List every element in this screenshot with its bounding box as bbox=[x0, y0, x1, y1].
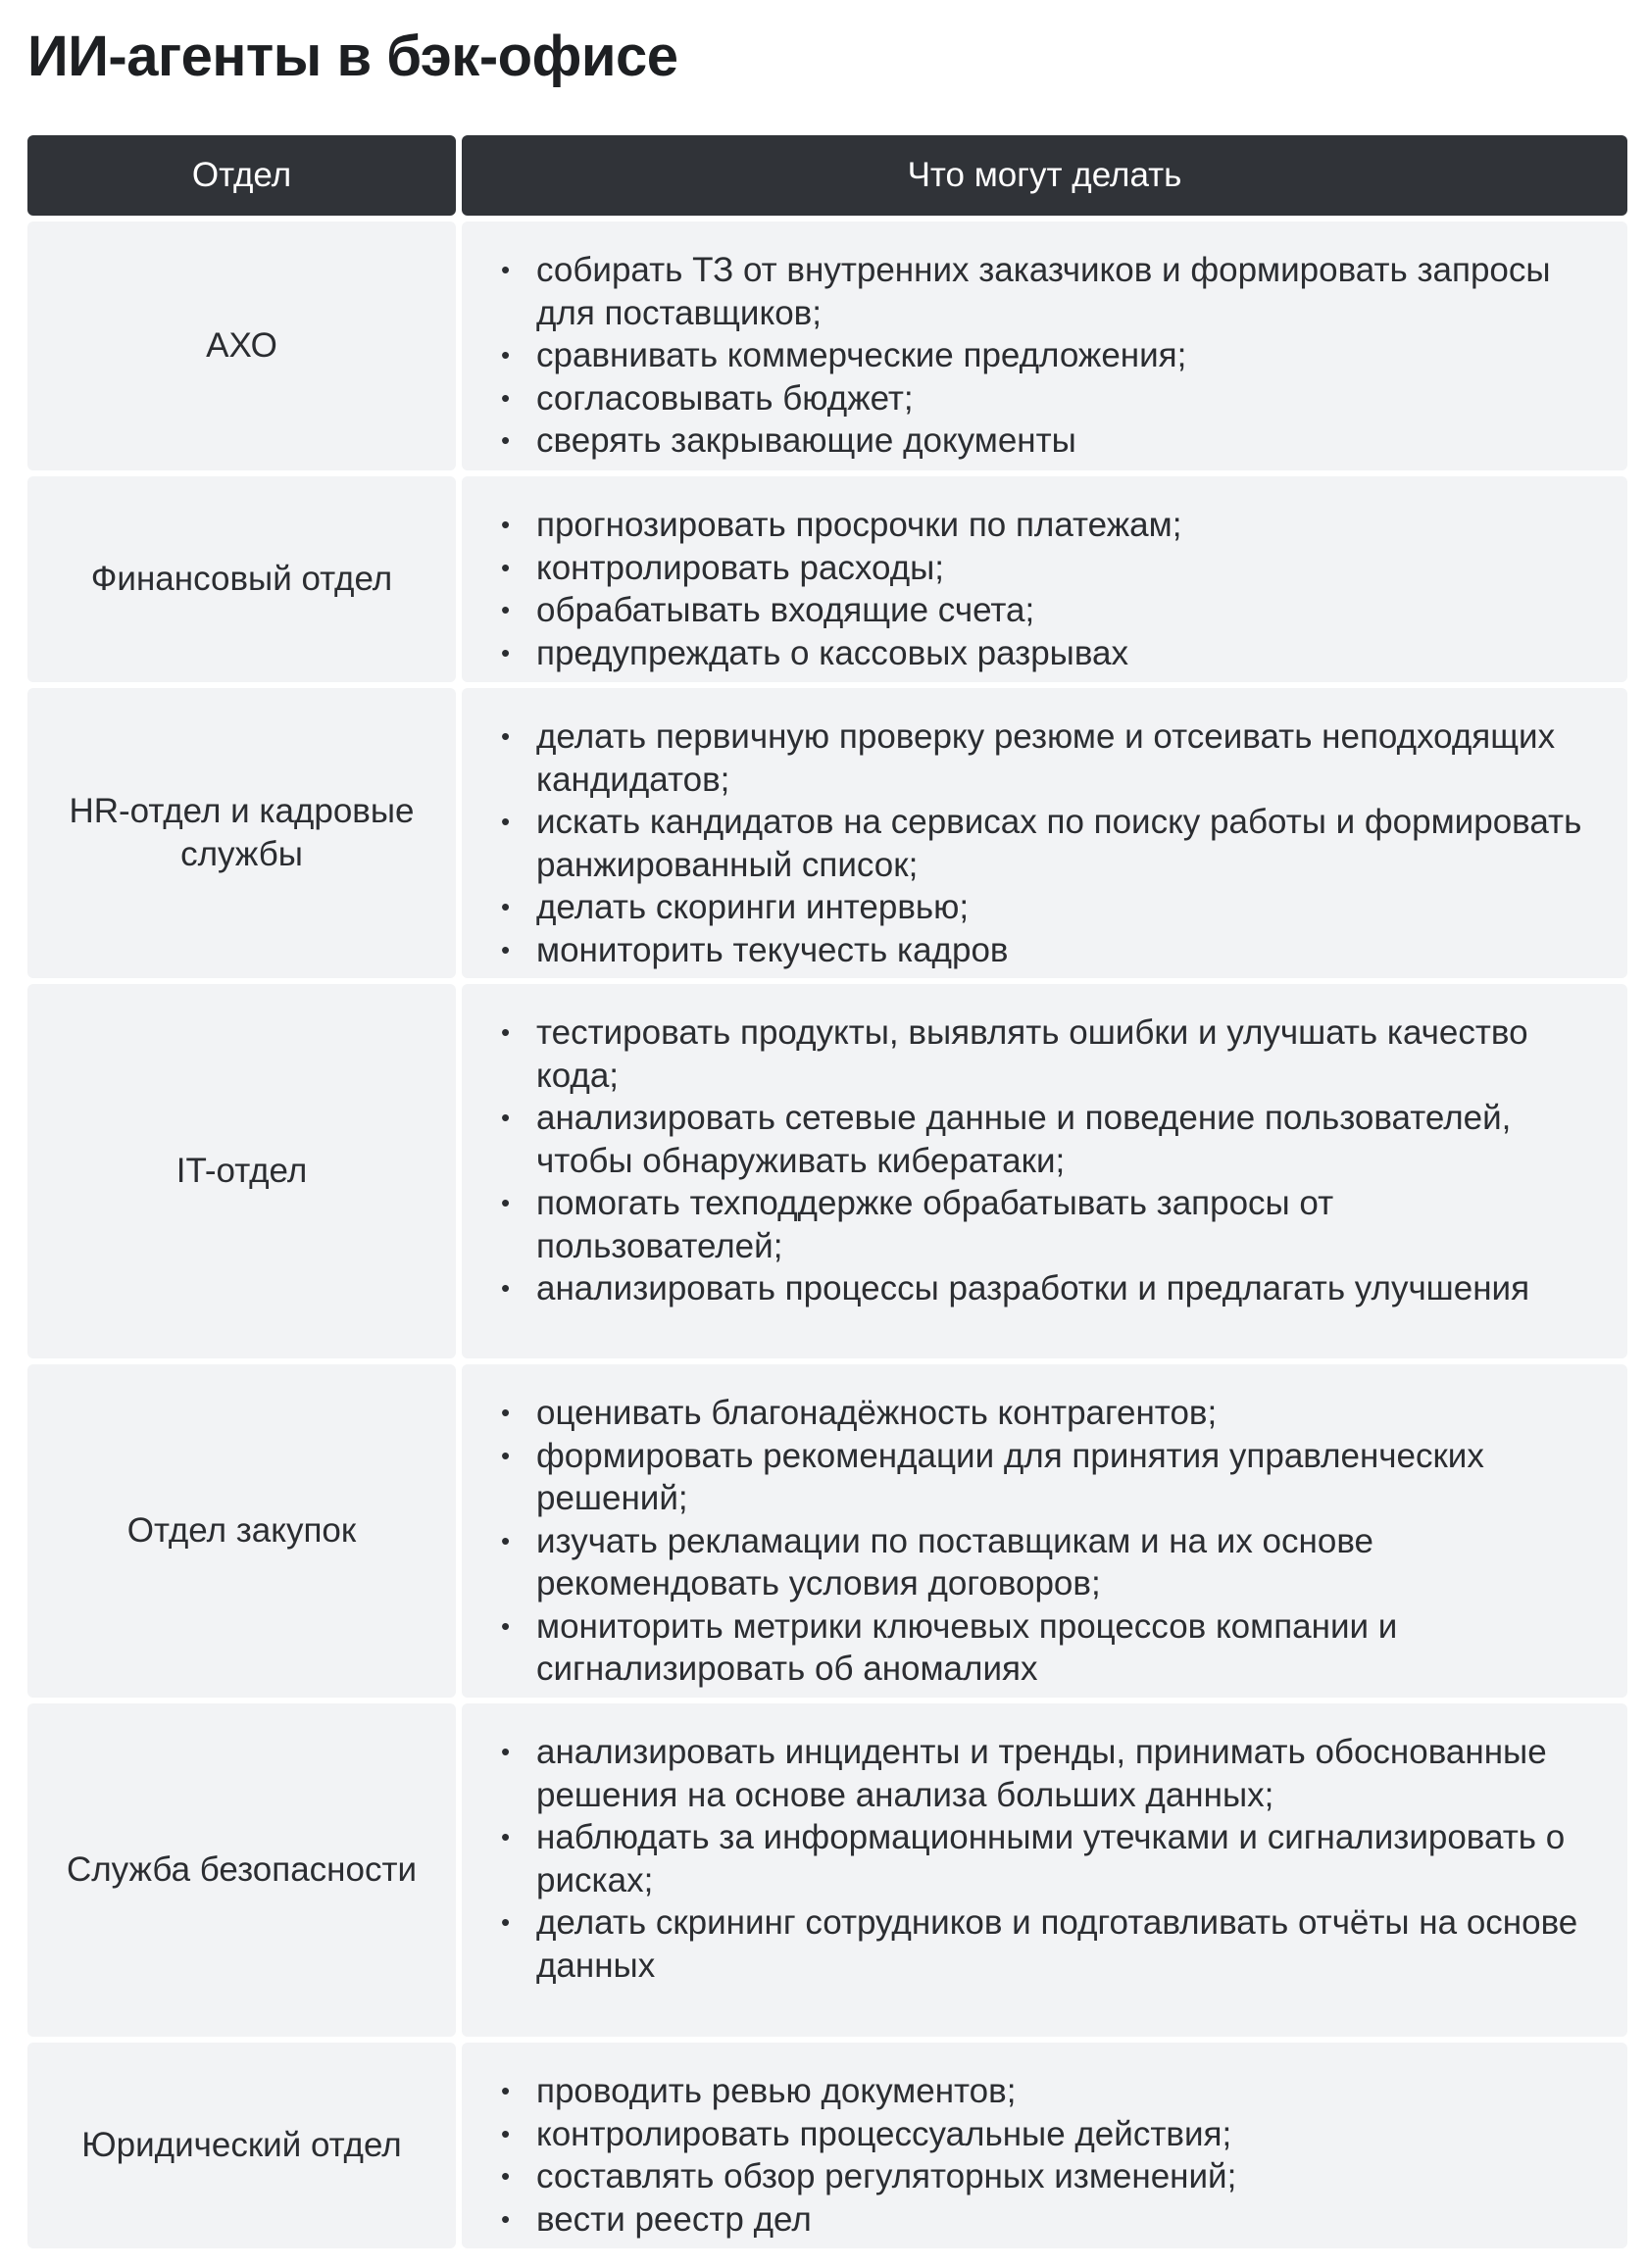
bullet: • bbox=[501, 1822, 511, 1851]
tasks-cell bbox=[462, 984, 1627, 1358]
list-item bbox=[501, 632, 1588, 675]
bullet: • bbox=[501, 382, 511, 413]
task-text: формировать рекомендации для принятия управленческих решений; bbox=[536, 1436, 1484, 1517]
list-item bbox=[501, 2155, 1588, 2198]
bullet: • bbox=[501, 1103, 511, 1132]
task-text: оценивать благонадёжность контрагентов; bbox=[536, 1394, 1218, 1432]
task-text: делать первичную проверку резюме и отсеивать неподходящих кандидатов; bbox=[536, 717, 1556, 799]
tasks-list bbox=[501, 2070, 1588, 2241]
task-text: мониторить текучесть кадров bbox=[536, 930, 1009, 969]
bullet: • bbox=[501, 721, 511, 751]
tasks-cell bbox=[462, 222, 1627, 470]
tasks-list bbox=[501, 504, 1588, 674]
task-text: тестировать продукты, выявлять ошибки и улучшать качество кода; bbox=[536, 1013, 1528, 1095]
tasks-cell bbox=[462, 476, 1627, 682]
list-item bbox=[501, 1731, 1588, 1816]
header-capabilities: Что могут делать bbox=[462, 135, 1627, 216]
task-text: наблюдать за информационными утечками и сигнализировать о рисках; bbox=[536, 1818, 1566, 1899]
bullet: • bbox=[501, 552, 511, 582]
list-item bbox=[501, 715, 1588, 801]
task-text: контролировать процессуальные действия; bbox=[536, 2114, 1232, 2153]
list-item bbox=[501, 1182, 1588, 1267]
list-item bbox=[501, 334, 1588, 377]
task-text: согласовывать бюджет; bbox=[536, 378, 914, 418]
bullet: • bbox=[501, 2118, 511, 2148]
bullet: • bbox=[501, 2161, 511, 2191]
task-text: искать кандидатов на сервисах по поиску работы и формировать ранжированный список; bbox=[536, 803, 1582, 884]
bullet: • bbox=[501, 807, 511, 836]
task-text: предупреждать о кассовых разрывах bbox=[536, 633, 1128, 672]
list-item bbox=[501, 2198, 1588, 2242]
bullet: • bbox=[501, 2076, 511, 2105]
list-item bbox=[501, 1097, 1588, 1182]
bullet: • bbox=[501, 1440, 511, 1470]
tasks-cell bbox=[462, 2043, 1627, 2248]
list-item bbox=[501, 801, 1588, 886]
department-cell: АХО bbox=[27, 222, 456, 470]
bullet: • bbox=[501, 1017, 511, 1047]
bullet: • bbox=[501, 595, 511, 624]
tasks-cell bbox=[462, 688, 1627, 978]
page-title: ИИ-агенты в бэк-офисе bbox=[27, 25, 678, 88]
task-text: анализировать сетевые данные и поведение пользователей, чтобы обнаруживать кибератаки; bbox=[536, 1099, 1512, 1180]
task-text: вести реестр дел bbox=[536, 2199, 812, 2239]
task-text: делать скрининг сотрудников и подготавливать отчёты на основе данных bbox=[536, 1903, 1578, 1985]
task-text: анализировать инциденты и тренды, принимать обоснованные решения на основе анализа больших данных; bbox=[536, 1733, 1547, 1814]
bullet: • bbox=[501, 1907, 511, 1937]
task-text: собирать ТЗ от внутренних заказчиков и формировать запросы для поставщиков; bbox=[536, 251, 1551, 332]
bullet: • bbox=[501, 425, 511, 455]
bullet: • bbox=[501, 1525, 511, 1555]
task-text: делать скоринги интервью; bbox=[536, 888, 970, 926]
list-item bbox=[501, 589, 1588, 632]
header-department: Отдел bbox=[27, 135, 456, 216]
bullet: • bbox=[501, 255, 511, 284]
task-text: сравнивать коммерческие предложения; bbox=[536, 336, 1187, 374]
bullet: • bbox=[501, 934, 511, 964]
department-cell: Отдел закупок bbox=[27, 1364, 456, 1698]
department-cell: IT-отдел bbox=[27, 984, 456, 1358]
tasks-list bbox=[501, 249, 1588, 463]
task-text: мониторить метрики ключевых процессов компании и сигнализировать об аномалиях bbox=[536, 1606, 1398, 1688]
list-item bbox=[501, 377, 1588, 420]
task-text: контролировать расходы; bbox=[536, 548, 945, 587]
task-text: составлять обзор регуляторных изменений; bbox=[536, 2157, 1237, 2195]
list-item bbox=[501, 1011, 1588, 1097]
task-text: сверять закрывающие документы bbox=[536, 421, 1076, 460]
task-text: прогнозировать просрочки по платежам; bbox=[536, 506, 1182, 544]
department-cell: Юридический отдел bbox=[27, 2043, 456, 2248]
list-item bbox=[501, 1901, 1588, 1987]
department-cell: HR-отдел и кадровые службы bbox=[27, 688, 456, 978]
list-item bbox=[501, 547, 1588, 590]
list-item bbox=[501, 249, 1588, 334]
bullet: • bbox=[501, 1273, 511, 1303]
tasks-cell bbox=[462, 1703, 1627, 2037]
list-item bbox=[501, 1520, 1588, 1605]
bullet: • bbox=[501, 1737, 511, 1766]
departments-table bbox=[27, 135, 1620, 2248]
list-item bbox=[501, 1267, 1588, 1310]
list-item bbox=[501, 929, 1588, 972]
list-item bbox=[501, 2113, 1588, 2156]
list-item bbox=[501, 2070, 1588, 2113]
department-cell: Финансовый отдел bbox=[27, 476, 456, 682]
tasks-list bbox=[501, 715, 1588, 971]
bullet: • bbox=[501, 2203, 511, 2234]
task-text: анализировать процессы разработки и предлагать улучшения bbox=[536, 1269, 1530, 1307]
list-item bbox=[501, 504, 1588, 547]
tasks-cell bbox=[462, 1364, 1627, 1698]
tasks-list bbox=[501, 1011, 1588, 1310]
bullet: • bbox=[501, 1188, 511, 1217]
tasks-list bbox=[501, 1731, 1588, 1987]
list-item bbox=[501, 1605, 1588, 1691]
task-text: обрабатывать входящие счета; bbox=[536, 591, 1035, 629]
tasks-list bbox=[501, 1392, 1588, 1691]
bullet: • bbox=[501, 892, 511, 921]
department-cell: Служба безопасности bbox=[27, 1703, 456, 2037]
bullet: • bbox=[501, 637, 511, 667]
list-item bbox=[501, 1392, 1588, 1435]
bullet: • bbox=[501, 1398, 511, 1427]
bullet: • bbox=[501, 340, 511, 370]
task-text: помогать техподдержке обрабатывать запросы от пользователей; bbox=[536, 1184, 1334, 1265]
task-text: проводить ревью документов; bbox=[536, 2072, 1017, 2110]
list-item bbox=[501, 1816, 1588, 1901]
list-item bbox=[501, 1435, 1588, 1520]
list-item bbox=[501, 886, 1588, 929]
list-item bbox=[501, 419, 1588, 463]
task-text: изучать рекламации по поставщикам и на их основе рекомендовать условия договоров; bbox=[536, 1521, 1373, 1602]
bullet: • bbox=[501, 1610, 511, 1641]
bullet: • bbox=[501, 510, 511, 539]
